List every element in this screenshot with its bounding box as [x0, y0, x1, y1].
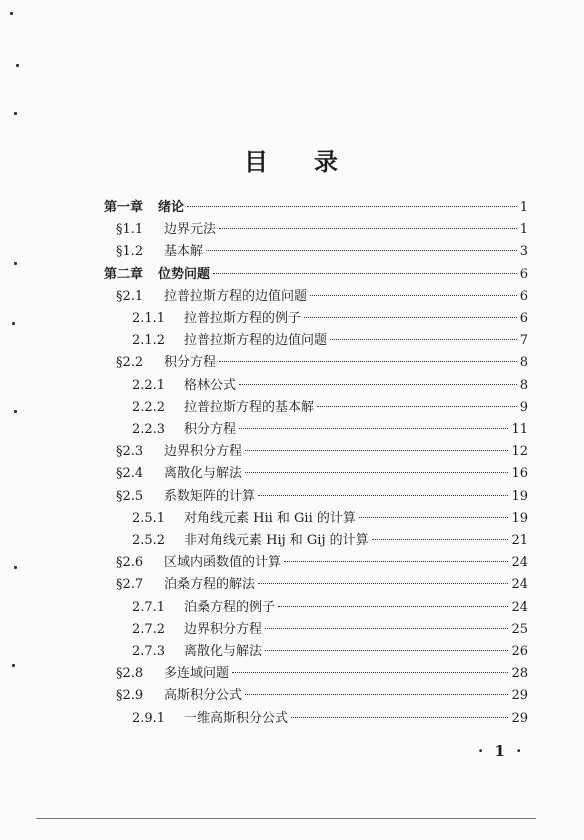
- toc-entry: [116, 240, 528, 262]
- toc-entry-page: 28: [511, 666, 528, 682]
- toc-entry-page: 29: [511, 688, 528, 704]
- dot-leader: [232, 672, 508, 673]
- toc-entry-page: 8: [519, 377, 528, 393]
- toc-entry: [116, 285, 528, 307]
- toc-entry-page: 12: [511, 444, 528, 460]
- toc-entry-label: 基本解: [164, 244, 204, 260]
- toc-entry-label: 边界积分方程: [164, 444, 243, 460]
- toc-entry-label: 区域内函数值的计算: [164, 555, 282, 571]
- toc-entry-page: 24: [511, 599, 528, 615]
- scan-speck: [14, 262, 17, 265]
- toc-entry: [104, 263, 528, 285]
- toc-entry: [132, 307, 528, 329]
- scan-speck: [12, 322, 15, 325]
- toc-entry-number: 2.1.2: [132, 333, 166, 349]
- toc-entry-label: 积分方程: [164, 355, 217, 371]
- toc-entry-label: 绪论: [158, 200, 185, 215]
- toc-entry: [132, 596, 528, 618]
- toc-entry-number: §1.1: [116, 222, 144, 238]
- toc-entry-label: 拉普拉斯方程的边值问题: [184, 333, 328, 349]
- toc-entry-number: §2.2: [116, 355, 144, 371]
- dot-leader: [265, 628, 508, 629]
- toc-entry-page: 1: [519, 222, 528, 238]
- toc-entry-number: 2.2.1: [132, 377, 166, 393]
- toc-entry-number: §2.8: [116, 666, 144, 682]
- toc-entry-page: 21: [511, 533, 528, 548]
- toc-entry-number: §2.3: [116, 444, 144, 460]
- toc-entry-label: 多连域问题: [164, 666, 230, 682]
- toc-entry: [116, 573, 528, 595]
- toc-entry-number: 2.2.3: [132, 422, 166, 437]
- scan-speck: [10, 12, 13, 15]
- toc-entry-label: 泊桑方程的例子: [184, 599, 276, 615]
- toc-entry-number: §2.7: [116, 577, 144, 593]
- toc-entry-page: 29: [511, 710, 528, 726]
- toc-entry: [132, 640, 528, 662]
- toc-entry-page: 1: [519, 200, 528, 215]
- title-char-2: 录: [314, 148, 340, 176]
- toc-entry: [116, 662, 528, 684]
- scan-speck: [12, 664, 15, 667]
- toc-entry-page: 8: [519, 355, 528, 371]
- dot-leader: [291, 717, 508, 718]
- toc-entry-page: 16: [511, 466, 528, 482]
- dot-leader: [245, 450, 508, 451]
- toc-entry: [116, 485, 528, 507]
- dot-leader: [258, 495, 508, 496]
- toc-entry-number: §1.2: [116, 244, 144, 260]
- toc-entry-number: §2.6: [116, 555, 144, 571]
- dot-leader: [278, 606, 508, 607]
- toc-entry-label: 高斯积分公式: [164, 688, 243, 704]
- toc-entry: [132, 329, 528, 351]
- toc-entry: [132, 618, 528, 640]
- toc-entry-number: 第二章: [104, 266, 144, 282]
- dot-leader: [187, 206, 517, 207]
- toc-entry: [116, 551, 528, 573]
- toc-entry-number: §2.4: [116, 466, 144, 482]
- dot-leader: [245, 694, 508, 695]
- dot-leader: [304, 317, 517, 318]
- toc-entry-label: 离散化与解法: [184, 644, 263, 659]
- toc-entry-page: 6: [519, 311, 528, 326]
- toc-entry: [116, 462, 528, 484]
- toc-entry: [104, 196, 528, 218]
- title-char-1: 目: [244, 148, 270, 176]
- toc-entry: [116, 440, 528, 462]
- dot-leader: [330, 339, 517, 340]
- toc-entry-label: 积分方程: [184, 422, 237, 437]
- toc-entry-label: 系数矩阵的计算: [164, 488, 256, 504]
- scan-speck: [14, 112, 17, 115]
- dot-leader: [317, 406, 517, 407]
- dot-leader: [206, 250, 517, 251]
- toc-entry-label: 对角线元素 Hii 和 Gii 的计算: [184, 510, 356, 526]
- dot-leader: [219, 228, 517, 229]
- toc-entry-page: 3: [519, 244, 528, 260]
- toc-entry-label: 拉普拉斯方程的基本解: [184, 399, 315, 415]
- toc-entry-number: 2.5.1: [132, 510, 166, 526]
- toc-entry: [132, 396, 528, 418]
- toc-entry-number: §2.1: [116, 288, 144, 304]
- toc-entry-number: 2.9.1: [132, 710, 166, 726]
- toc-entry-number: 2.2.2: [132, 399, 166, 415]
- toc-entry: [132, 374, 528, 396]
- toc-entry-number: 2.7.2: [132, 621, 166, 637]
- toc-entry-label: 格林公式: [184, 377, 237, 393]
- toc-entry-page: 26: [511, 644, 528, 659]
- toc-entry-label: 泊桑方程的解法: [164, 577, 256, 593]
- toc-entry-page: 6: [519, 266, 528, 282]
- dot-leader: [310, 295, 517, 296]
- toc-entry-label: 边界元法: [164, 222, 217, 238]
- toc-entry-number: 第一章: [104, 200, 144, 215]
- toc-entry-label: 非对角线元素 Hij 和 Gij 的计算: [184, 533, 369, 548]
- toc-entry-label: 边界积分方程: [184, 621, 263, 637]
- dot-leader: [219, 361, 517, 362]
- toc-entry-number: §2.5: [116, 488, 144, 504]
- toc-entry-label: 离散化与解法: [164, 466, 243, 482]
- toc-entry-page: 6: [519, 288, 528, 304]
- toc-entry-label: 一维高斯积分公式: [184, 710, 289, 726]
- toc-entry: [116, 684, 528, 706]
- toc-entry-label: 位势问题: [158, 266, 211, 282]
- toc-entry-page: 19: [511, 510, 528, 526]
- dot-leader: [258, 583, 508, 584]
- toc-entry-number: 2.7.3: [132, 644, 166, 659]
- toc-entry: [132, 418, 528, 440]
- scan-speck: [16, 64, 19, 67]
- dot-leader: [372, 539, 509, 540]
- dot-leader: [284, 561, 508, 562]
- toc-entry-number: §2.9: [116, 688, 144, 704]
- page-number: · 1 ·: [478, 742, 525, 760]
- toc-entry-number: 2.1.1: [132, 311, 166, 326]
- toc-entry-page: 11: [511, 422, 528, 437]
- dot-leader: [265, 650, 508, 651]
- dot-leader: [213, 273, 517, 274]
- dot-leader: [239, 384, 517, 385]
- toc-entry: [116, 218, 528, 240]
- toc-entry-page: 25: [511, 621, 528, 637]
- dot-leader: [359, 517, 509, 518]
- toc-entry-page: 9: [519, 399, 528, 415]
- toc-entry-number: 2.5.2: [132, 533, 166, 548]
- toc-entry-label: 拉普拉斯方程的例子: [184, 311, 302, 326]
- toc-entry: [116, 351, 528, 373]
- toc-entry-page: 24: [511, 555, 528, 571]
- bottom-rule: [36, 818, 536, 819]
- toc-entry-number: 2.7.1: [132, 599, 166, 615]
- toc-entry-page: 7: [519, 333, 528, 349]
- scan-speck: [14, 566, 17, 569]
- toc-entry: [132, 529, 528, 551]
- dot-leader: [245, 472, 508, 473]
- page-title: [0, 142, 584, 177]
- toc-entry-page: 19: [511, 488, 528, 504]
- toc-entry-label: 拉普拉斯方程的边值问题: [164, 288, 308, 304]
- toc-entry: [132, 507, 528, 529]
- toc-entry: [132, 707, 528, 729]
- scan-speck: [14, 410, 17, 413]
- toc-entry-page: 24: [511, 577, 528, 593]
- dot-leader: [239, 428, 508, 429]
